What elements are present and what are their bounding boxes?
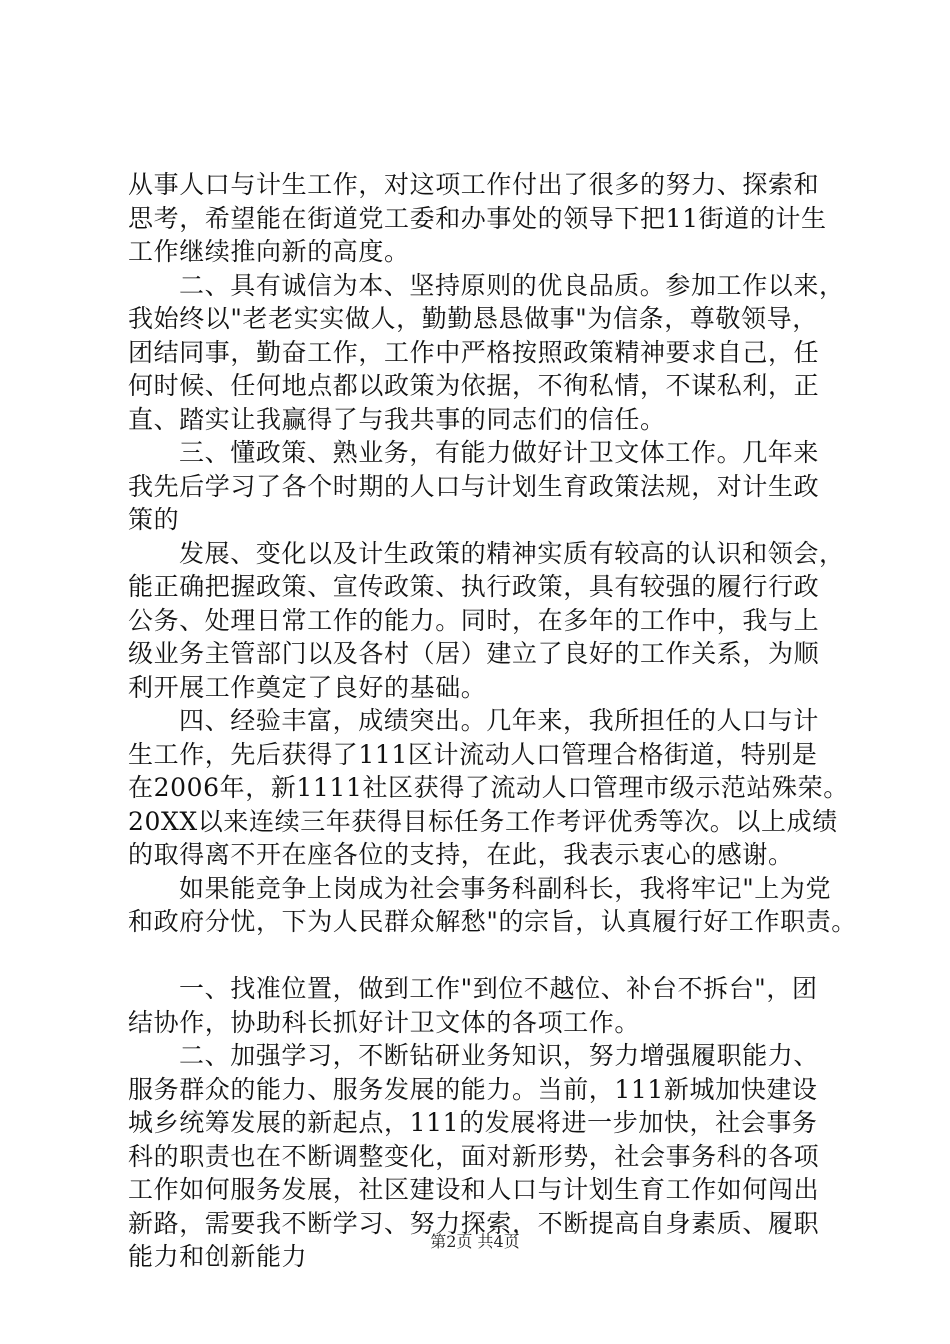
text-line: 公务、处理日常工作的能力。同时，在多年的工作中，我与上	[128, 605, 820, 635]
paragraph-start-line: 二、具有诚信为本、坚持原则的优良品质。参加工作以来，	[179, 270, 845, 300]
text-line: 工作如何服务发展，社区建设和人口与计划生育工作如何闯出	[128, 1175, 820, 1204]
text-line: 从事人口与计生工作，对这项工作付出了很多的努力、探索和	[128, 170, 820, 199]
text-line: 新路，需要我不断学习、努力探索，不断提高自身素质、履职	[128, 1208, 820, 1238]
text-line: 服务群众的能力、服务发展的能力。当前，111新城加快建设	[128, 1074, 818, 1104]
paragraph-start-line: 三、懂政策、熟业务，有能力做好计卫文体工作。几年来	[179, 438, 820, 467]
text-line: 我先后学习了各个时期的人口与计划生育政策法规，对计生政	[128, 471, 820, 501]
paragraph-start-line: 四、经验丰富，成绩突出。几年来，我所担任的人口与计	[179, 706, 820, 735]
text-line: 策的	[128, 505, 180, 534]
paragraph-start-line: 发展、变化以及计生政策的精神实质有较高的认识和领会，	[179, 538, 845, 568]
text-line: 能正确把握政策、宣传政策、执行政策，具有较强的履行行政	[128, 572, 820, 601]
text-line: 工作继续推向新的高度。	[128, 237, 410, 266]
blank-line	[128, 939, 828, 973]
text-line: 结协作，协助科长抓好计卫文体的各项工作。	[128, 1007, 641, 1037]
paragraph-start-line: 一、找准位置，做到工作"到位不越位、补台不拆台"，团	[179, 974, 818, 1003]
text-line: 科的职责也在不断调整变化，面对新形势，社会事务科的各项	[128, 1141, 820, 1171]
text-line: 何时候、任何地点都以政策为依据，不徇私情，不谋私利，正	[128, 371, 820, 400]
paragraph-start-line: 如果能竞争上岗成为社会事务科副科长，我将牢记"上为党	[179, 873, 832, 903]
document-body	[128, 168, 857, 1274]
text-line: 级业务主管部门以及各村（居）建立了良好的工作关系，为顺	[128, 639, 820, 668]
text-line: 的取得离不开在座各位的支持，在此，我表示衷心的感谢。	[128, 840, 794, 869]
text-line: 城乡统筹发展的新起点，111的发展将进一步加快，社会事务	[128, 1108, 818, 1137]
text-line: 20XX以来连续三年获得目标任务工作考评优秀等次。以上成绩	[128, 806, 838, 836]
text-line: 利开展工作奠定了良好的基础。	[128, 672, 487, 702]
text-line: 直、踏实让我赢得了与我共事的同志们的信任。	[128, 404, 666, 434]
text-line: 思考，希望能在街道党工委和办事处的领导下把11街道的计生	[128, 203, 827, 233]
text-line: 团结同事，勤奋工作，工作中严格按照政策精神要求自己，任	[128, 337, 820, 367]
text-line: 我始终以"老老实实做人，勤勤恳恳做事"为信条，尊敬领导，	[128, 304, 818, 333]
text-line: 和政府分忧，下为人民群众解愁"的宗旨，认真履行好工作职责。	[128, 907, 857, 936]
page-number-footer: 第2页 共4页	[430, 1232, 520, 1251]
text-line: 能力和创新能力	[128, 1242, 308, 1271]
text-line: 生工作，先后获得了111区计流动人口管理合格街道，特别是	[128, 739, 818, 769]
text-line: 在2006年，新1111社区获得了流动人口管理市级示范站殊荣。	[128, 773, 849, 802]
paragraph-start-line: 二、加强学习，不断钻研业务知识，努力增强履职能力、	[179, 1041, 820, 1070]
